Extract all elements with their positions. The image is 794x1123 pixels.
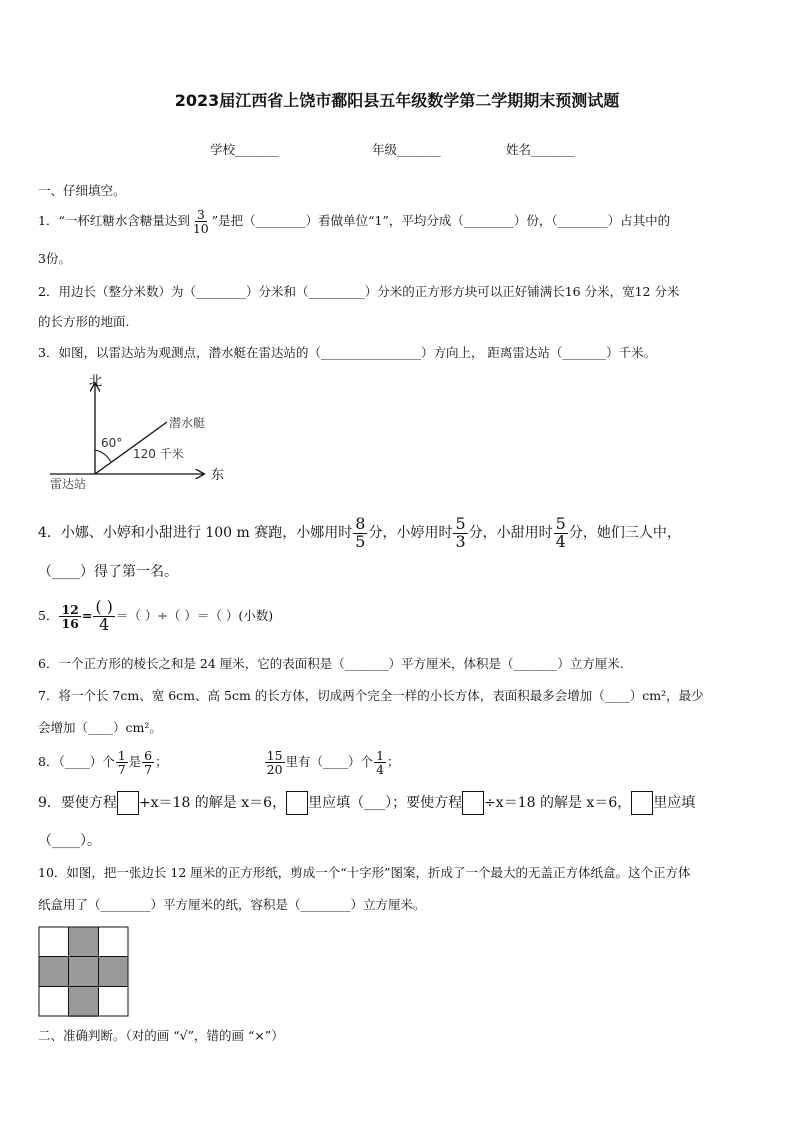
radar-diagram (45, 370, 235, 495)
q9-text-a: 9．要使方程 (38, 795, 117, 811)
q8-text-d: 里有（____）个 (285, 754, 374, 769)
q8-f1-denominator: 7 (117, 762, 126, 777)
q5-number: 5． (38, 608, 59, 623)
question-8 (38, 742, 400, 782)
q5-f1-denominator: 16 (61, 616, 79, 631)
question-5 (38, 596, 273, 636)
q5-f2-denominator: 4 (99, 615, 110, 634)
q8-text-b: 是 (128, 754, 142, 769)
section-2-heading: 二、准确判断。（对的画 “√”，错的画 “×”） (38, 1028, 284, 1043)
east-label: 东 (211, 468, 225, 483)
q8-f4-numerator: 1 (376, 747, 385, 763)
angle-arc (95, 450, 111, 462)
submarine-label: 潜水艇 (169, 416, 206, 430)
q4-fraction-1 (353, 513, 367, 551)
q8-fraction-3 (265, 749, 285, 776)
q1-text-c: 3份。 (38, 251, 71, 266)
q4-f3-numerator: 5 (555, 513, 566, 533)
q3-text: 3．如图，以雷达站为观测点，潜水艇在雷达站的（________________）方向上， 距离雷达站（_______）千米。 (38, 345, 657, 360)
q10-line-2: 纸盒用了（________）平方厘米的纸，容积是（________）立方厘米。 (38, 897, 426, 912)
question-9 (38, 790, 695, 816)
grid-cell-left (39, 957, 69, 987)
q10-line-1: 10．如图，把一张边长 12 厘米的正方形纸，剪成一个“十字形”图案，折成了一个最大的无盖正方体纸盒。这个正方体 (38, 865, 691, 880)
q6-text: 6．一个正方形的棱长之和是 24 厘米，它的表面积是（_______）平方厘米，体积是（_______）立方厘米. (38, 656, 624, 671)
q9-blank-box-1[interactable] (117, 791, 139, 815)
q8-text-c: ； (155, 754, 168, 769)
q8-f2-denominator: 7 (144, 762, 153, 777)
question-1 (38, 203, 670, 239)
q7-line-2: 会增加（____）cm²。 (38, 720, 162, 735)
q9-text-b: +x＝18 的解是 x＝6， (138, 795, 287, 811)
name-field[interactable]: 姓名_______ (506, 142, 575, 157)
angle-label: 60° (101, 436, 123, 450)
q9-blank-box-3[interactable] (462, 791, 484, 815)
q4-f1-numerator: 8 (355, 513, 366, 533)
q4-f2-denominator: 3 (455, 531, 466, 551)
distance-label: 120 千米 (133, 447, 184, 461)
q9-text-e: 里应填 (653, 795, 696, 811)
q5-equals: = (81, 608, 93, 623)
q4-fraction-2 (453, 513, 467, 551)
school-field[interactable]: 学校_______ (210, 142, 279, 157)
q9-text-d: ÷x＝18 的解是 x＝6， (484, 795, 632, 811)
q1-fraction (191, 208, 211, 235)
q5-fraction-1 (59, 603, 80, 630)
q4-f3-denominator: 4 (555, 531, 566, 551)
north-label: 北 (89, 374, 103, 389)
q1-frac-denominator: 10 (192, 221, 209, 236)
q4-text-e: （____）得了第一名。 (38, 564, 178, 580)
q1-frac-numerator: 3 (196, 206, 205, 222)
grade-field[interactable]: 年级_______ (372, 142, 441, 157)
q5-fraction-2 (93, 599, 115, 634)
q8-text-e: ； (387, 754, 400, 769)
q9-blank-box-2[interactable] (286, 791, 308, 815)
q8-fraction-2 (142, 749, 154, 776)
q9-blank-box-4[interactable] (631, 791, 653, 815)
station-label: 雷达站 (50, 477, 87, 491)
grid-cell-center (68, 957, 98, 987)
q4-f1-denominator: 5 (355, 531, 366, 551)
q9-text-c: 里应填（___）；要使方程 (308, 795, 463, 811)
q4-text-a: 4．小娜、小婷和小甜进行 100 m 赛跑，小娜用时 (38, 525, 353, 541)
q7-line-1: 7．将一个长 7cm、宽 6cm、高 5cm 的长方体，切成两个完全一样的小长方体，表面积最多会增加（____）cm²，最少 (38, 688, 704, 703)
q8-f1-numerator: 1 (117, 747, 126, 763)
q5-f1-numerator: 12 (61, 601, 79, 617)
section-1-heading: 一、仔细填空。 (38, 183, 126, 198)
q4-text-c: 分，小甜用时 (468, 525, 553, 541)
q8-fraction-4 (374, 749, 386, 776)
q1-text-a: 1．“一杯红糖水含糖量达到 (38, 213, 190, 228)
q5-rest: ＝（ ）÷（ ）＝（ ）(小数) (115, 608, 274, 623)
q4-fraction-3 (554, 513, 568, 551)
q4-text-d: 分，她们三人中， (568, 525, 681, 541)
q2-line-2: 的长方形的地面. (38, 314, 130, 329)
grid-cell-bottom (68, 987, 98, 1017)
q4-f2-numerator: 5 (455, 513, 466, 533)
cross-net-grid (38, 926, 130, 1018)
q2-line-1: 2．用边长（整分米数）为（________）分米和（_________）分米的正方形方块可以正好铺满长16 分米，宽12 分米 (38, 284, 680, 299)
q5-f2-numerator: ( ) (95, 597, 113, 617)
q8-f4-denominator: 4 (376, 762, 385, 777)
q8-fraction-1 (116, 749, 128, 776)
q1-text-b: ”是把（________）看做单位“1”，平均分成（________）份，（________）占其中的 (211, 213, 671, 228)
q4-text-b: 分，小婷用时 (368, 525, 453, 541)
q8-f3-denominator: 20 (266, 762, 283, 777)
grid-cell-top (68, 927, 98, 957)
q9-text-f: （____）。 (38, 833, 101, 849)
q8-f3-numerator: 15 (266, 747, 283, 763)
grid-cell-right (98, 957, 128, 987)
q8-f2-numerator: 6 (144, 747, 153, 763)
question-4 (38, 513, 681, 553)
page-title: 2023届江西省上饶市鄱阳县五年级数学第二学期期末预测试题 (174, 91, 620, 110)
q8-text-a: 8．（____）个 (38, 754, 115, 769)
